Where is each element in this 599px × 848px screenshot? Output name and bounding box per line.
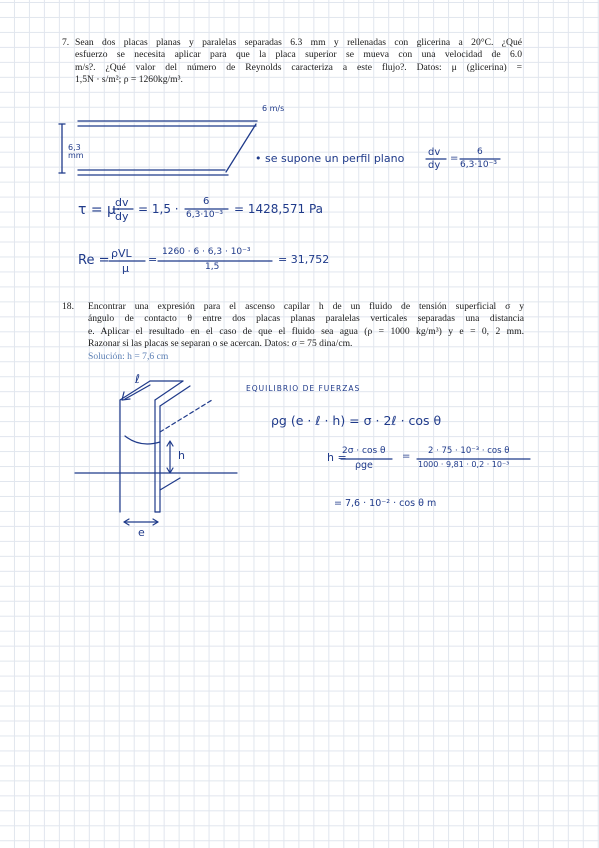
problem-7-line: 1,5N · s/m²; ρ = 1260kg/m³. (75, 74, 183, 86)
shear-frac-den: dy (115, 210, 129, 223)
gap-label: 6,3 (68, 143, 81, 152)
solution-line: Solución: h = 7,6 cm (88, 350, 169, 362)
plate-length-label: ℓ (135, 372, 140, 386)
capillary-plates-diagram (75, 381, 237, 525)
reynolds-result: = 31,752 (278, 253, 330, 266)
height-eq: = (402, 451, 411, 462)
shear-stress-result: = 1428,571 Pa (234, 202, 323, 216)
height-frac-num: 2σ · cos θ (342, 446, 386, 456)
problem-18-line: ángulo de contacto θ entre dos placas planas paralelas verticales separadas una distancia (88, 313, 524, 325)
shear-frac-num: dv (115, 196, 129, 209)
flat-profile-assumption: • se supone un perfil plano (255, 152, 405, 165)
height-frac2-den: 1000 · 9,81 · 0,2 · 10⁻³ (418, 460, 510, 469)
velocity-label: 6 m/s (262, 104, 285, 113)
ratio-den: 6,3·10⁻³ (460, 160, 497, 170)
problem-18-line: Encontrar una expresión para el ascenso capilar h de un fluido de tensión superficial σ y (88, 301, 524, 312)
problem-7-line: Sean dos placas planas y paralelas separadas 6.3 mm y rellenadas con glicerina a 20°C. ¿Qué (75, 37, 522, 48)
shear-eq1: = 1,5 · (138, 202, 179, 216)
reynolds-frac-den: μ (122, 262, 129, 275)
shear-frac2-num: 6 (203, 196, 210, 207)
reynolds-frac2-den: 1,5 (205, 262, 220, 272)
ratio-dv: dv (428, 147, 441, 158)
problem-18-number: 18. (62, 301, 74, 312)
reynolds-frac2-num: 1260 · 6 · 6,3 · 10⁻³ (162, 247, 251, 257)
problem-7-line: esfuerzo se necesita aplicar para que la placa superior se mueva con una velocidad de 6.0 (75, 49, 522, 61)
height-frac2-num: 2 · 75 · 10⁻³ · cos θ (428, 446, 510, 456)
gap-unit-label: mm (68, 151, 84, 160)
ratio-dy: dy (428, 160, 441, 171)
problem-7-line: m/s?. ¿Qué valor del número de Reynolds caracteriza a este flujo?. Datos: μ (glicerina) = (75, 61, 522, 73)
problem-18-line: e. Aplicar el resultado en el caso de que el fluido sea agua (ρ = 1000 kg/m³) y e = 0, 2 mm. (88, 325, 524, 337)
ratio-eq: = (450, 153, 459, 164)
shear-stress-lhs: τ = μ· (78, 202, 121, 218)
parallel-plates-diagram (59, 121, 257, 175)
shear-frac2-den: 6,3·10⁻³ (186, 210, 223, 220)
ratio-num: 6 (477, 147, 483, 157)
height-frac-den: ρge (355, 460, 373, 471)
reynolds-lhs: Re = (78, 253, 110, 268)
problem-18-line: Razonar si las placas se separan o se acercan. Datos: σ = 75 dina/cm. (88, 338, 353, 350)
reynolds-eq: = (148, 253, 158, 266)
force-balance-heading: EQUILIBRIO DE FUERZAS (246, 384, 361, 393)
force-balance-equation: ρg (e · ℓ · h) = σ · 2ℓ · cos θ (271, 413, 442, 428)
reynolds-frac-num: ρVL (111, 247, 132, 260)
height-lhs: h = (327, 451, 347, 464)
problem-7-number: 7. (62, 37, 70, 48)
rise-height-label: h (178, 449, 185, 462)
gap-e-label: e (138, 526, 145, 539)
height-result: = 7,6 · 10⁻² · cos θ m (334, 498, 437, 509)
